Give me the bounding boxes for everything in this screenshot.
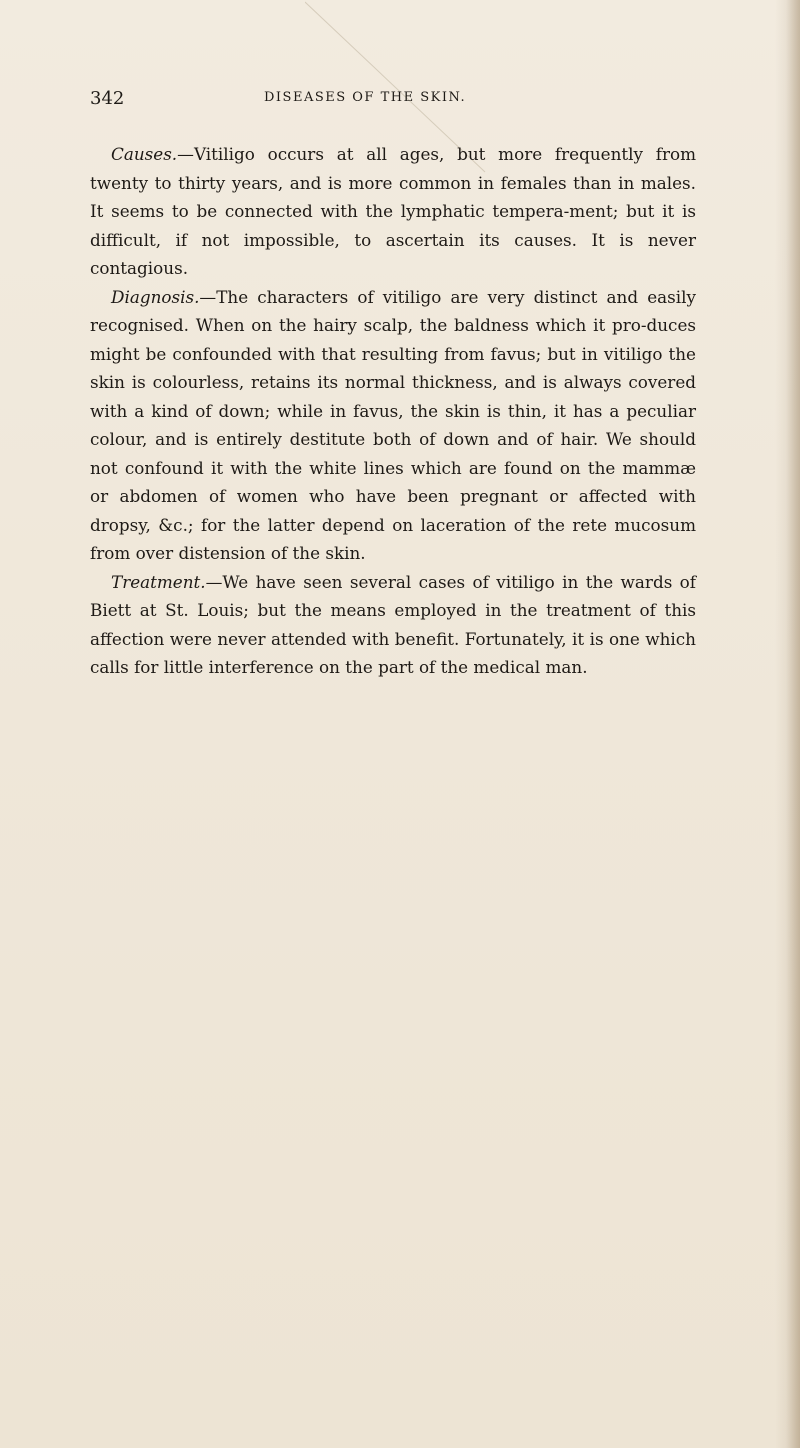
- paragraph-heading-treatment: Treatment.: [111, 571, 206, 592]
- paragraph-heading-causes: Causes.: [111, 144, 178, 164]
- paragraph-treatment: [90, 568, 696, 682]
- page-number: 342: [90, 88, 125, 109]
- paragraph-text-diagnosis: —The characters of vitiligo are very distinct and easily recognised. When on the hairy scalp, the baldness which it pro-duces might be confounded with that resulting from favus; but in vitiligo the skin is colourless, retains its normal thickness, and is always covered with a kind of down; while in favus, the skin is thin, it has a peculiar colour, and is entirely destitute both of down and of hair. We should not confound it with the white lines which are found on the mammæ or abdomen of women who have been pregnant or affected with dropsy, &c.; for the latter depend on laceration of the rete mucosum from over distension of the skin.: [90, 286, 696, 563]
- running-head: DISEASES OF THE SKIN.: [264, 90, 467, 105]
- paragraph-diagnosis: [90, 283, 696, 568]
- page-edge-shadow: [786, 0, 800, 1448]
- page-header: [90, 88, 690, 112]
- paragraph-heading-diagnosis: Diagnosis.: [111, 286, 200, 307]
- paragraph-text-treatment: —We have seen several cases of vitiligo in the wards of Biett at St. Louis; but the means employed in the treatment of this affection were never attended with benefit. Fortunately, it is one which calls for little interference on the part of the medical man.: [90, 571, 696, 677]
- paragraph-causes: [90, 140, 696, 283]
- paragraph-text-causes: —Vitiligo occurs at all ages, but more frequently from twenty to thirty years, and is more common in females than in males. It seems to be connected with the lymphatic tempera-ment; but it is difficult, if not impossible, to ascertain its causes. It is never contagious.: [90, 144, 696, 278]
- body-text: [90, 140, 696, 682]
